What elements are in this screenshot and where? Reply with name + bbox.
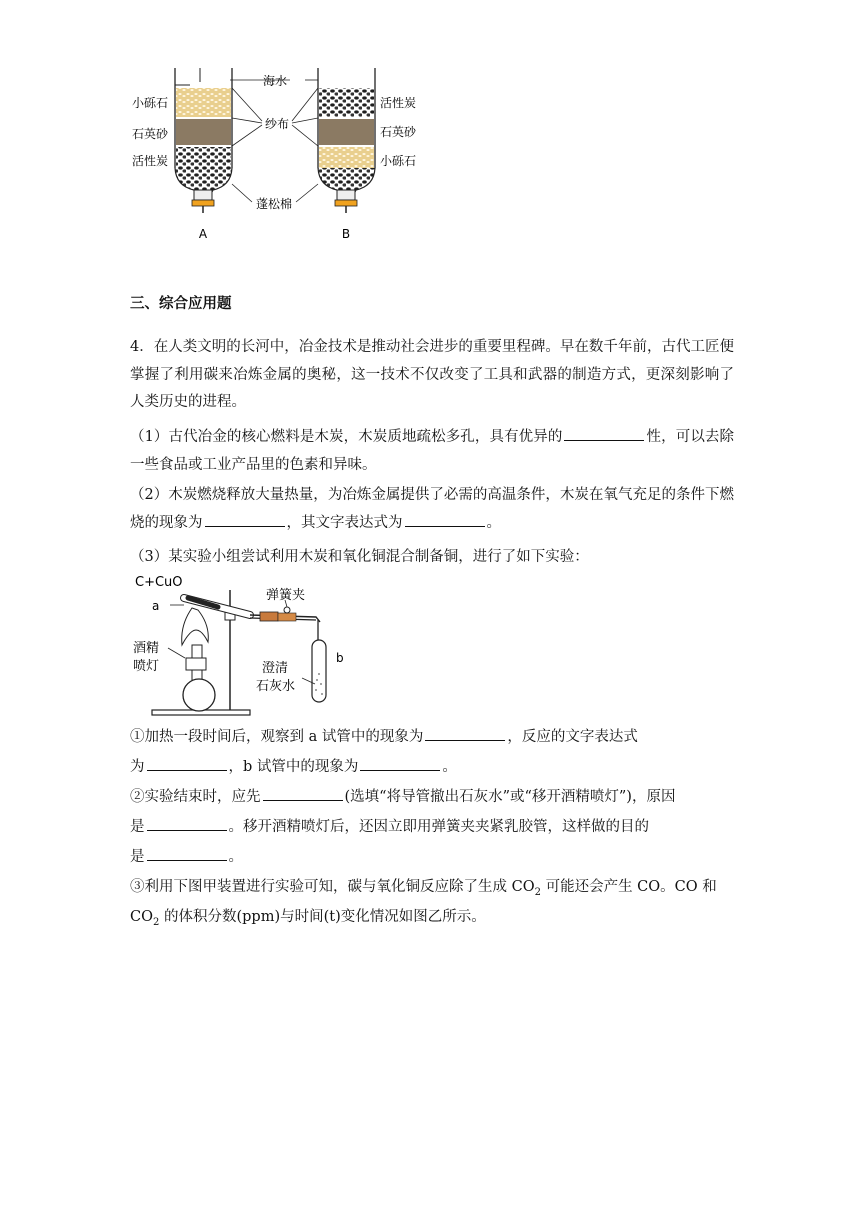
question-intro: 4．在人类文明的长河中，冶金技术是推动社会进步的重要里程碑。早在数千年前，古代工匠便掌握了利用碳来冶炼金属的奥秘，这一技术不仅改变了工具和武器的制造方式，更深刻影响了人类历史的进程。 — [130, 339, 734, 410]
s1-text-a: ①加热一段时间后，观察到 a 试管中的现象为 — [130, 729, 424, 745]
s3-text-b: 可能还会产生 CO。CO 和 — [540, 879, 717, 895]
question-part-2 — [130, 482, 734, 537]
step-1-line-1 — [130, 725, 638, 746]
answer-blank[interactable] — [147, 846, 227, 861]
answer-blank[interactable] — [405, 512, 485, 527]
s1-text-b: ，反应的文字表达式 — [507, 729, 638, 745]
s2-text-b: (选填“将导管撤出石灰水”或“移开酒精喷灯”)，原因 — [344, 789, 676, 805]
gravel-layer — [176, 88, 231, 117]
answer-blank[interactable] — [564, 426, 644, 441]
s1-text-e: 。 — [442, 759, 457, 775]
q2-text-b: ，其文字表达式为 — [286, 514, 403, 531]
filter-a — [175, 68, 293, 213]
step-1-line-2 — [130, 755, 457, 776]
label-a-carbon: 活性炭 — [132, 154, 169, 168]
label-a-gravel: 小砾石 — [132, 96, 169, 110]
label-lamp-1: 酒精 — [133, 641, 160, 656]
step-2-line-3 — [130, 845, 243, 866]
s2-text-f: 。 — [228, 849, 243, 865]
s1-text-d: ，b 试管中的现象为 — [228, 759, 359, 775]
quartz-sand-layer — [176, 119, 231, 145]
caption-a: A — [198, 227, 208, 241]
answer-blank[interactable] — [147, 816, 227, 831]
s2-text-c: 是 — [130, 819, 145, 835]
s3-text-a: ③利用下图甲装置进行实验可知，碳与氧化铜反应除了生成 CO — [130, 879, 535, 895]
s1-text-c: 为 — [130, 759, 145, 775]
apparatus-diagram — [130, 570, 370, 720]
label-seawater: 海水 — [262, 74, 288, 88]
question-part-3: （3）某实验小组尝试利用木炭和氧化铜混合制备铜，进行了如下实验： — [130, 549, 589, 565]
answer-blank[interactable] — [425, 726, 505, 741]
step-3-line-2 — [130, 905, 486, 928]
s3-text-c: CO — [130, 909, 153, 925]
q1-text-a: （1）古代冶金的核心燃料是木炭，木炭质地疏松多孔，具有优异的 — [130, 429, 563, 445]
filter-b — [305, 68, 375, 213]
label-tube-b: b — [336, 651, 344, 665]
label-limewater-1: 澄清 — [262, 661, 289, 676]
step-2-line-2 — [130, 815, 649, 836]
water-filter-diagram — [130, 68, 430, 246]
answer-blank[interactable] — [147, 756, 227, 771]
s2-text-e: 是 — [130, 849, 145, 865]
label-lamp-2: 喷灯 — [133, 659, 160, 674]
step-3-line-1 — [130, 875, 717, 898]
answer-blank[interactable] — [205, 512, 285, 527]
label-gauze: 纱布 — [264, 117, 290, 131]
label-reactants: C+CuO — [135, 575, 183, 590]
label-limewater-2: 石灰水 — [256, 679, 296, 694]
answer-blank[interactable] — [263, 786, 343, 801]
label-spring-clamp: 弹簧夹 — [266, 588, 306, 603]
label-b-sand: 石英砂 — [380, 125, 417, 139]
label-a-sand: 石英砂 — [132, 127, 169, 141]
label-tube-a: a — [152, 599, 160, 613]
answer-blank[interactable] — [360, 756, 440, 771]
water-filter-figure — [130, 68, 430, 246]
label-cotton: 蓬松棉 — [255, 197, 293, 211]
caption-b: B — [341, 227, 351, 241]
s2-text-d: 。移开酒精喷灯后，还因立即用弹簧夹夹紧乳胶管，这样做的目的 — [228, 819, 649, 835]
section-title: 三、综合应用题 — [130, 295, 232, 312]
step-2-line-1 — [130, 785, 675, 806]
s2-text-a: ②实验结束时，应先 — [130, 789, 261, 805]
question-part-1 — [130, 424, 734, 479]
q1-text-b: 性，可以去除一些食品或工业产品里的色素和异味。 — [130, 429, 734, 473]
label-b-carbon: 活性炭 — [380, 96, 417, 110]
co2-subscript: 2 — [534, 886, 541, 898]
co2-subscript: 2 — [152, 916, 160, 928]
q2-text-c: 。 — [486, 514, 501, 531]
q2-text-a: （2）木炭燃烧释放大量热量，为冶炼金属提供了必需的高温条件，木炭在氧气充足的条件下燃烧的现象为 — [130, 487, 734, 531]
label-b-gravel: 小砾石 — [380, 154, 417, 168]
s3-text-d: 的体积分数(ppm)与时间(t)变化情况如图乙所示。 — [159, 909, 486, 925]
apparatus-figure — [130, 570, 370, 720]
